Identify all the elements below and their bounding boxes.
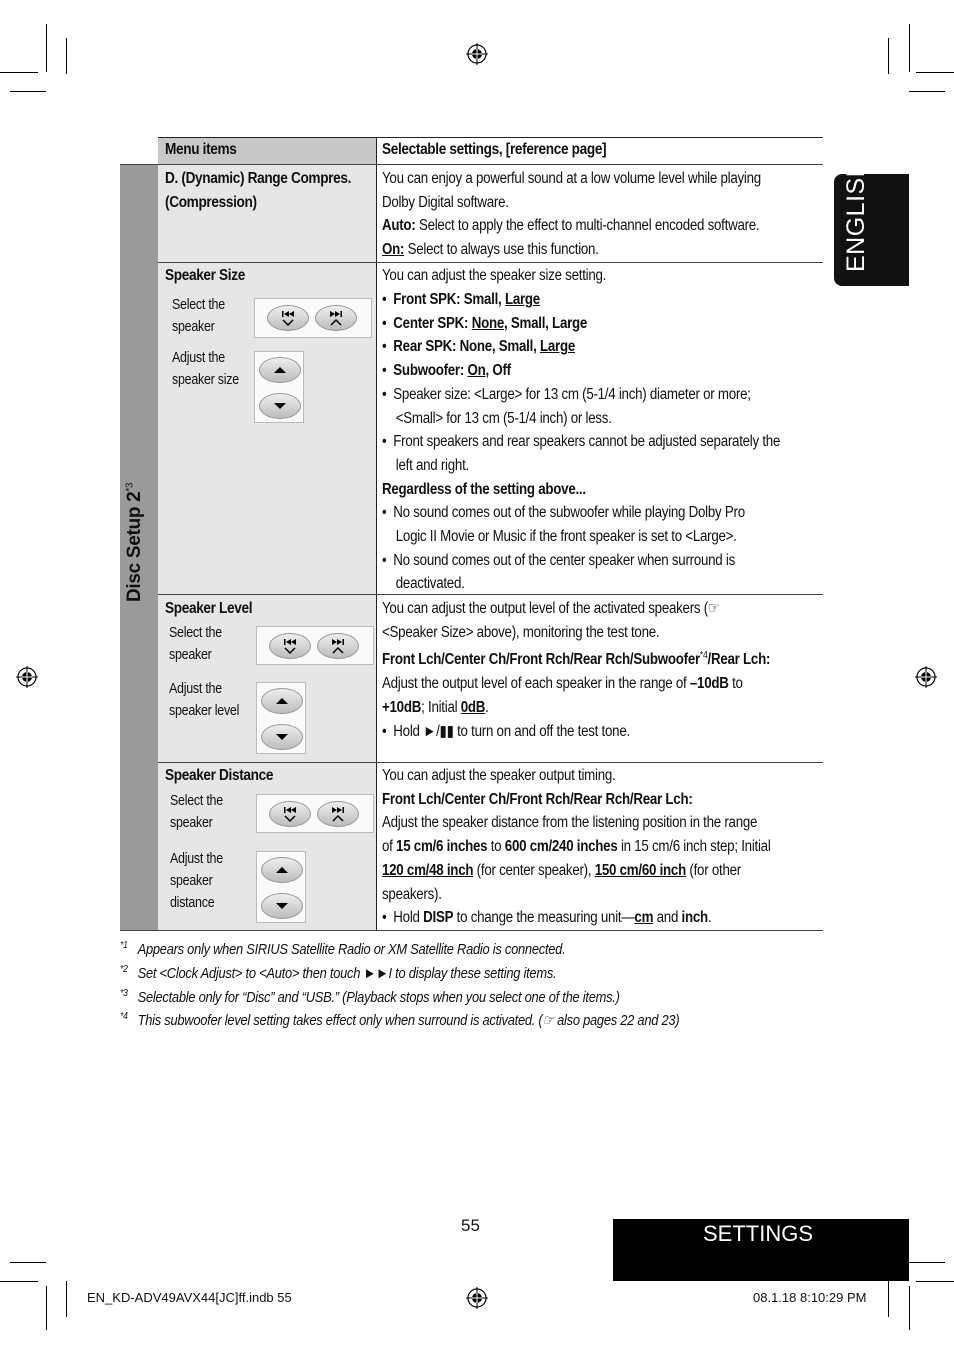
level-adjust-buttons	[256, 682, 306, 754]
crop-mark	[888, 1281, 889, 1317]
speaker-distance-adjust-label: Adjust the speaker distance	[170, 851, 223, 911]
registration-mark-icon	[16, 666, 38, 688]
prev-button[interactable]	[267, 305, 309, 331]
footnote: $^{*3}$ Selectable only for “Disc” and “USB.” (Playback stops when you select one of the items.)	[120, 988, 620, 1006]
speaker-size-intro: You can adjust the speaker size setting.	[382, 267, 607, 284]
triangle-down-icon	[262, 894, 302, 918]
next-button[interactable]	[317, 633, 359, 659]
speaker-level-adjust-label: Adjust the speaker level	[169, 681, 240, 719]
crop-mark	[888, 38, 889, 74]
triangle-down-icon	[262, 725, 302, 749]
crop-mark	[909, 1262, 945, 1263]
speaker-distance-description: You can adjust the speaker output timing. Front Lch/Center Ch/Front Rch/Rear Rch/Rear Lch: Adjust the speaker distance from the listening position in the range of 15 cm/6 inches to 600 cm/240 inches in 15 cm/6 inch step; Initial 120 cm/48 inch (for center speaker), 150 cm/60 inch (for other speakers). • Hold DISP to change the measuring unit—cm and inch.	[382, 767, 771, 927]
column-divider	[376, 137, 377, 930]
language-tab-label: ENGLISH	[842, 158, 870, 272]
prev-button[interactable]	[269, 801, 311, 827]
section-tab-label: SETTINGS	[703, 1221, 814, 1246]
crop-mark	[46, 24, 47, 72]
speaker-select-buttons	[254, 298, 372, 338]
crop-mark	[0, 1281, 38, 1282]
speaker-level-select-label: Select the speaker	[169, 625, 222, 663]
prev-button[interactable]	[269, 633, 311, 659]
skip-forward-icon	[316, 306, 356, 330]
skip-forward-icon	[318, 802, 358, 826]
footnote: $^{*1}$ Appears only when SIRIUS Satellite Radio or XM Satellite Radio is connected.	[120, 940, 566, 958]
page-number: 55	[461, 1216, 480, 1235]
crop-mark	[66, 1281, 67, 1317]
speaker-distance-title: Speaker Distance	[165, 767, 274, 784]
next-button[interactable]	[317, 801, 359, 827]
triangle-down-icon	[260, 394, 300, 418]
row-divider	[158, 762, 823, 763]
distance-adjust-buttons	[256, 851, 306, 923]
footnote: $^{*4}$ This subwoofer level setting takes effect only when surround is activated. (☞ also pages 22 and 23)	[120, 1011, 680, 1029]
drc-description: You can enjoy a powerful sound at a low volume level while playing Dolby Digital software. Auto: Select to apply the effect to multi-channel encoded software. On: Select to always use this function.	[382, 170, 761, 259]
registration-mark-icon	[915, 666, 937, 688]
crop-mark	[10, 1262, 46, 1263]
down-button[interactable]	[261, 724, 303, 750]
distance-select-buttons	[256, 794, 374, 833]
up-button[interactable]	[261, 857, 303, 883]
crop-mark	[909, 1286, 910, 1330]
row-divider	[158, 262, 823, 263]
skip-back-icon	[270, 802, 310, 826]
section-label: Disc Setup 2$^{*3}$	[124, 482, 145, 602]
crop-mark	[909, 24, 910, 72]
crop-mark	[0, 72, 38, 73]
up-button[interactable]	[259, 357, 301, 383]
up-button[interactable]	[261, 688, 303, 714]
speaker-level-description: You can adjust the output level of the activated speakers (☞ <Speaker Size> above), monitoring the test tone. Front Lch/Center Ch/Front Rch/Rear Rch/Subwoofer$^{*4}$/Rear Lch: Adjust the output level of each speaker in the range of –10dB to +10dB; Initial 0dB. • Hold ►/▮▮ to turn on and off the test tone.	[382, 600, 771, 740]
drc-title-line2: (Compression)	[165, 194, 257, 211]
speaker-size-options: • Front SPK: Small, Large • Center SPK: None, Small, Large • Rear SPK: None, Small, Large • Subwoofer: On, Off • Speaker size: <Large> for 13 cm (5-1/4 inch) diameter or more; <Small> for 13 cm (5-1/4 inch) or less. • Front speakers and rear speakers cannot be adjusted separately the left and right. Regardless of the setting above... • No sound comes out of the subwoofer while playing Dolby Pro Logic II Movie or Music if the front speaker is set to <Large>. • No sound comes out of the center speaker when surround is deactivated.	[382, 291, 781, 593]
down-button[interactable]	[259, 393, 301, 419]
skip-forward-icon	[318, 634, 358, 658]
speaker-size-adjust-label: Adjust the speaker size	[172, 350, 239, 388]
footnote: $^{*2}$ Set <Clock Adjust> to <Auto> then touch ►►I to display these setting items.	[120, 964, 557, 982]
crop-mark	[916, 1281, 954, 1282]
crop-mark	[66, 38, 67, 74]
drc-title: D. (Dynamic) Range Compres.	[165, 170, 352, 187]
crop-mark	[916, 72, 954, 73]
registration-mark-icon	[466, 1287, 488, 1309]
table-bottom-rule	[120, 930, 823, 931]
speaker-adjust-buttons	[254, 351, 304, 423]
print-file-name: EN_KD-ADV49AVX44[JC]ff.indb 55	[87, 1290, 292, 1305]
section-tab	[613, 1219, 909, 1281]
crop-mark	[10, 91, 46, 92]
triangle-up-icon	[262, 858, 302, 882]
speaker-size-title: Speaker Size	[165, 267, 245, 284]
skip-back-icon	[268, 306, 308, 330]
speaker-distance-select-label: Select the speaker	[170, 793, 223, 831]
down-button[interactable]	[261, 893, 303, 919]
next-button[interactable]	[315, 305, 357, 331]
crop-mark	[909, 91, 945, 92]
crop-mark	[46, 1286, 47, 1330]
header-selectable-settings: Selectable settings, [reference page]	[382, 141, 607, 158]
speaker-size-select-label: Select the speaker	[172, 297, 225, 335]
registration-mark-icon	[466, 43, 488, 65]
header-menu-items: Menu items	[165, 141, 237, 158]
speaker-level-title: Speaker Level	[165, 600, 253, 617]
triangle-up-icon	[262, 689, 302, 713]
print-timestamp: 08.1.18 8:10:29 PM	[753, 1290, 867, 1305]
triangle-up-icon	[260, 358, 300, 382]
level-select-buttons	[256, 626, 374, 665]
skip-back-icon	[270, 634, 310, 658]
row-divider	[120, 164, 823, 165]
